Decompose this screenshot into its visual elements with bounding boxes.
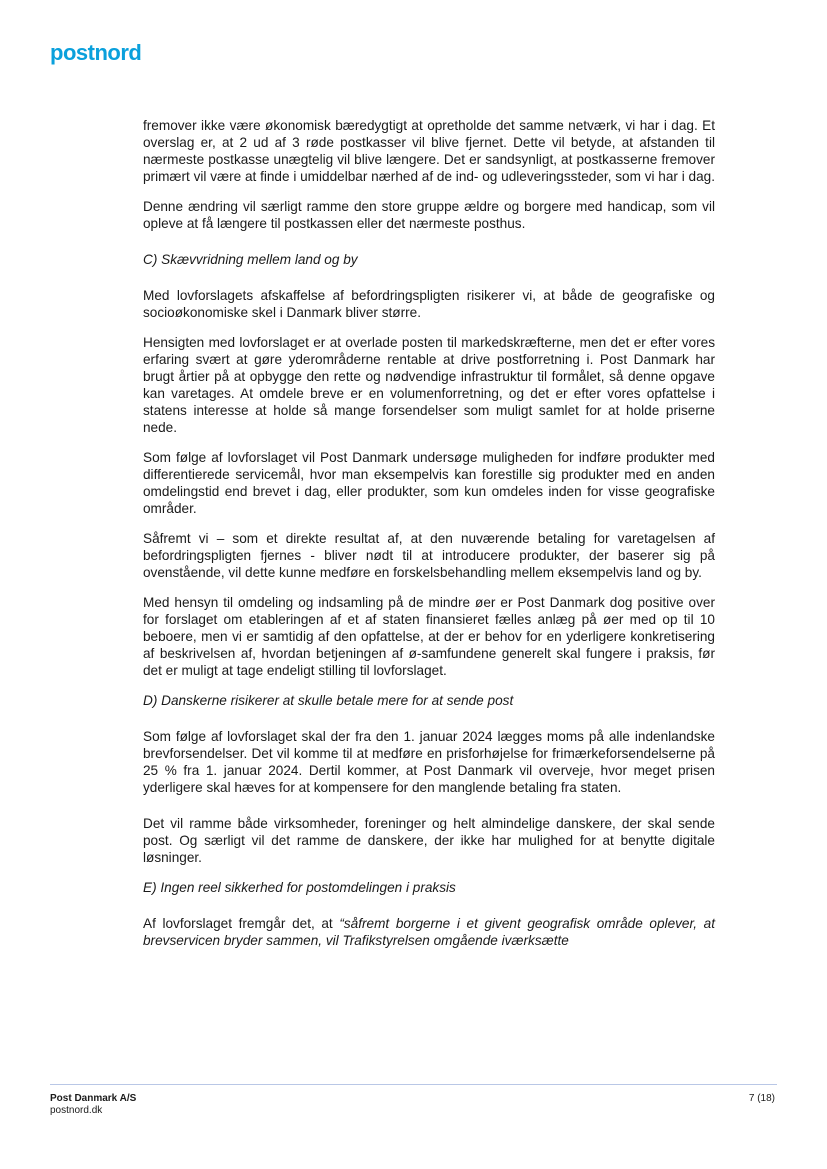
paragraph: Med lovforslagets afskaffelse af befordringspligten risikerer vi, at både de geografiske og socioøkonomiske skel i Danmark bliver større.: [143, 288, 715, 320]
footer-company: Post Danmark A/S: [50, 1093, 137, 1104]
section-heading-e: E) Ingen reel sikkerhed for postomdelingen i praksis: [143, 880, 456, 895]
footer-divider: [50, 1084, 777, 1085]
section-heading-c: C) Skævvridning mellem land og by: [143, 252, 358, 267]
paragraph: Som følge af lovforslaget skal der fra den 1. januar 2024 lægges moms på alle indenlandske brevforsendelser. Det vil komme til at medføre en prisforhøjelse for frimærkeforsendelserne på 25 % fra 1. januar 2024. Dertil kommer, at Post Danmark vil overveje, hvor meget prisen yderligere skal hæves for at kompensere for den manglende betaling fra staten.: [143, 729, 715, 795]
paragraph: Med hensyn til omdeling og indsamling på de mindre øer er Post Danmark dog positive over for forslaget om etableringen af et af staten finansieret fælles anlæg på øer med op til 10 beboere, men vi er samtidig af den opfattelse, at der er behov for en yderligere konkretisering af beskrivelsen af, hvordan betjeningen af ø-samfundene generelt skal fungere i praksis, før det er muligt at tage endeligt stilling til lovforslaget.: [143, 595, 715, 678]
footer-website: postnord.dk: [50, 1105, 103, 1116]
paragraph: fremover ikke være økonomisk bæredygtigt at opretholde det samme netværk, vi har i dag. Et overslag er, at 2 ud af 3 røde postkasser vil blive fjernet. Dette vil betyde, at afstanden til nærmeste postkasse unægtelig vil blive længere. Det er sandsynligt, at postkasserne fremover primært vil være at finde i umiddelbar nærhed af de ind- og udleveringssteder, som vi har i dag.: [143, 118, 715, 184]
postnord-logo: postnord: [50, 40, 142, 65]
paragraph-intro: Af lovforslaget fremgår det, at: [143, 916, 340, 931]
document-body: [143, 117, 715, 962]
quoted-text: “såfremt borgerne i et givent geografisk område oplever, at brevservicen bryder sammen, vil Trafikstyrelsen omgående iværksætte: [143, 916, 715, 948]
paragraph: Det vil ramme både virksomheder, foreninger og helt almindelige danskere, der skal sende post. Og særligt vil det ramme de danskere, der ikke har mulighed for at benytte digitale løsninger.: [143, 816, 715, 865]
paragraph: Som følge af lovforslaget vil Post Danmark undersøge muligheden for indføre produkter med differentierede servicemål, hvor man eksempelvis kan forestille sig produkter med en anden omdelingstid end brevet i dag, eller produkter, som kun omdeles inden for visse geografiske områder.: [143, 450, 715, 516]
paragraph: Såfremt vi – som et direkte resultat af, at den nuværende betaling for varetagelsen af befordringspligten fjernes - bliver nødt til at introducere produkter, der baserer sig på ovenstående, vil dette kunne medføre en forskelsbehandling mellem eksempelvis land og by.: [143, 531, 715, 580]
page-number: 7 (18): [748, 1093, 775, 1104]
paragraph: Denne ændring vil særligt ramme den store gruppe ældre og borgere med handicap, som vil opleve at få længere til postkassen eller det nærmeste posthus.: [143, 199, 715, 231]
footer-info: [50, 1093, 136, 1117]
paragraph: [143, 915, 715, 949]
paragraph: Hensigten med lovforslaget er at overlade posten til markedskræfterne, men det er efter vores erfaring svært at gøre yderområderne rentable at drive postforretning i. Post Danmark har brugt årtier på at opbygge den rette og nødvendige infrastruktur til formålet, så denne opgave kan varetages. At omdele breve er en volumenforretning, og det er efter vores opfattelse i statens interesse at holde så mange forsendelser som muligt samlet for at holde priserne nede.: [143, 335, 715, 435]
section-heading-d: D) Danskerne risikerer at skulle betale mere for at sende post: [143, 693, 514, 708]
